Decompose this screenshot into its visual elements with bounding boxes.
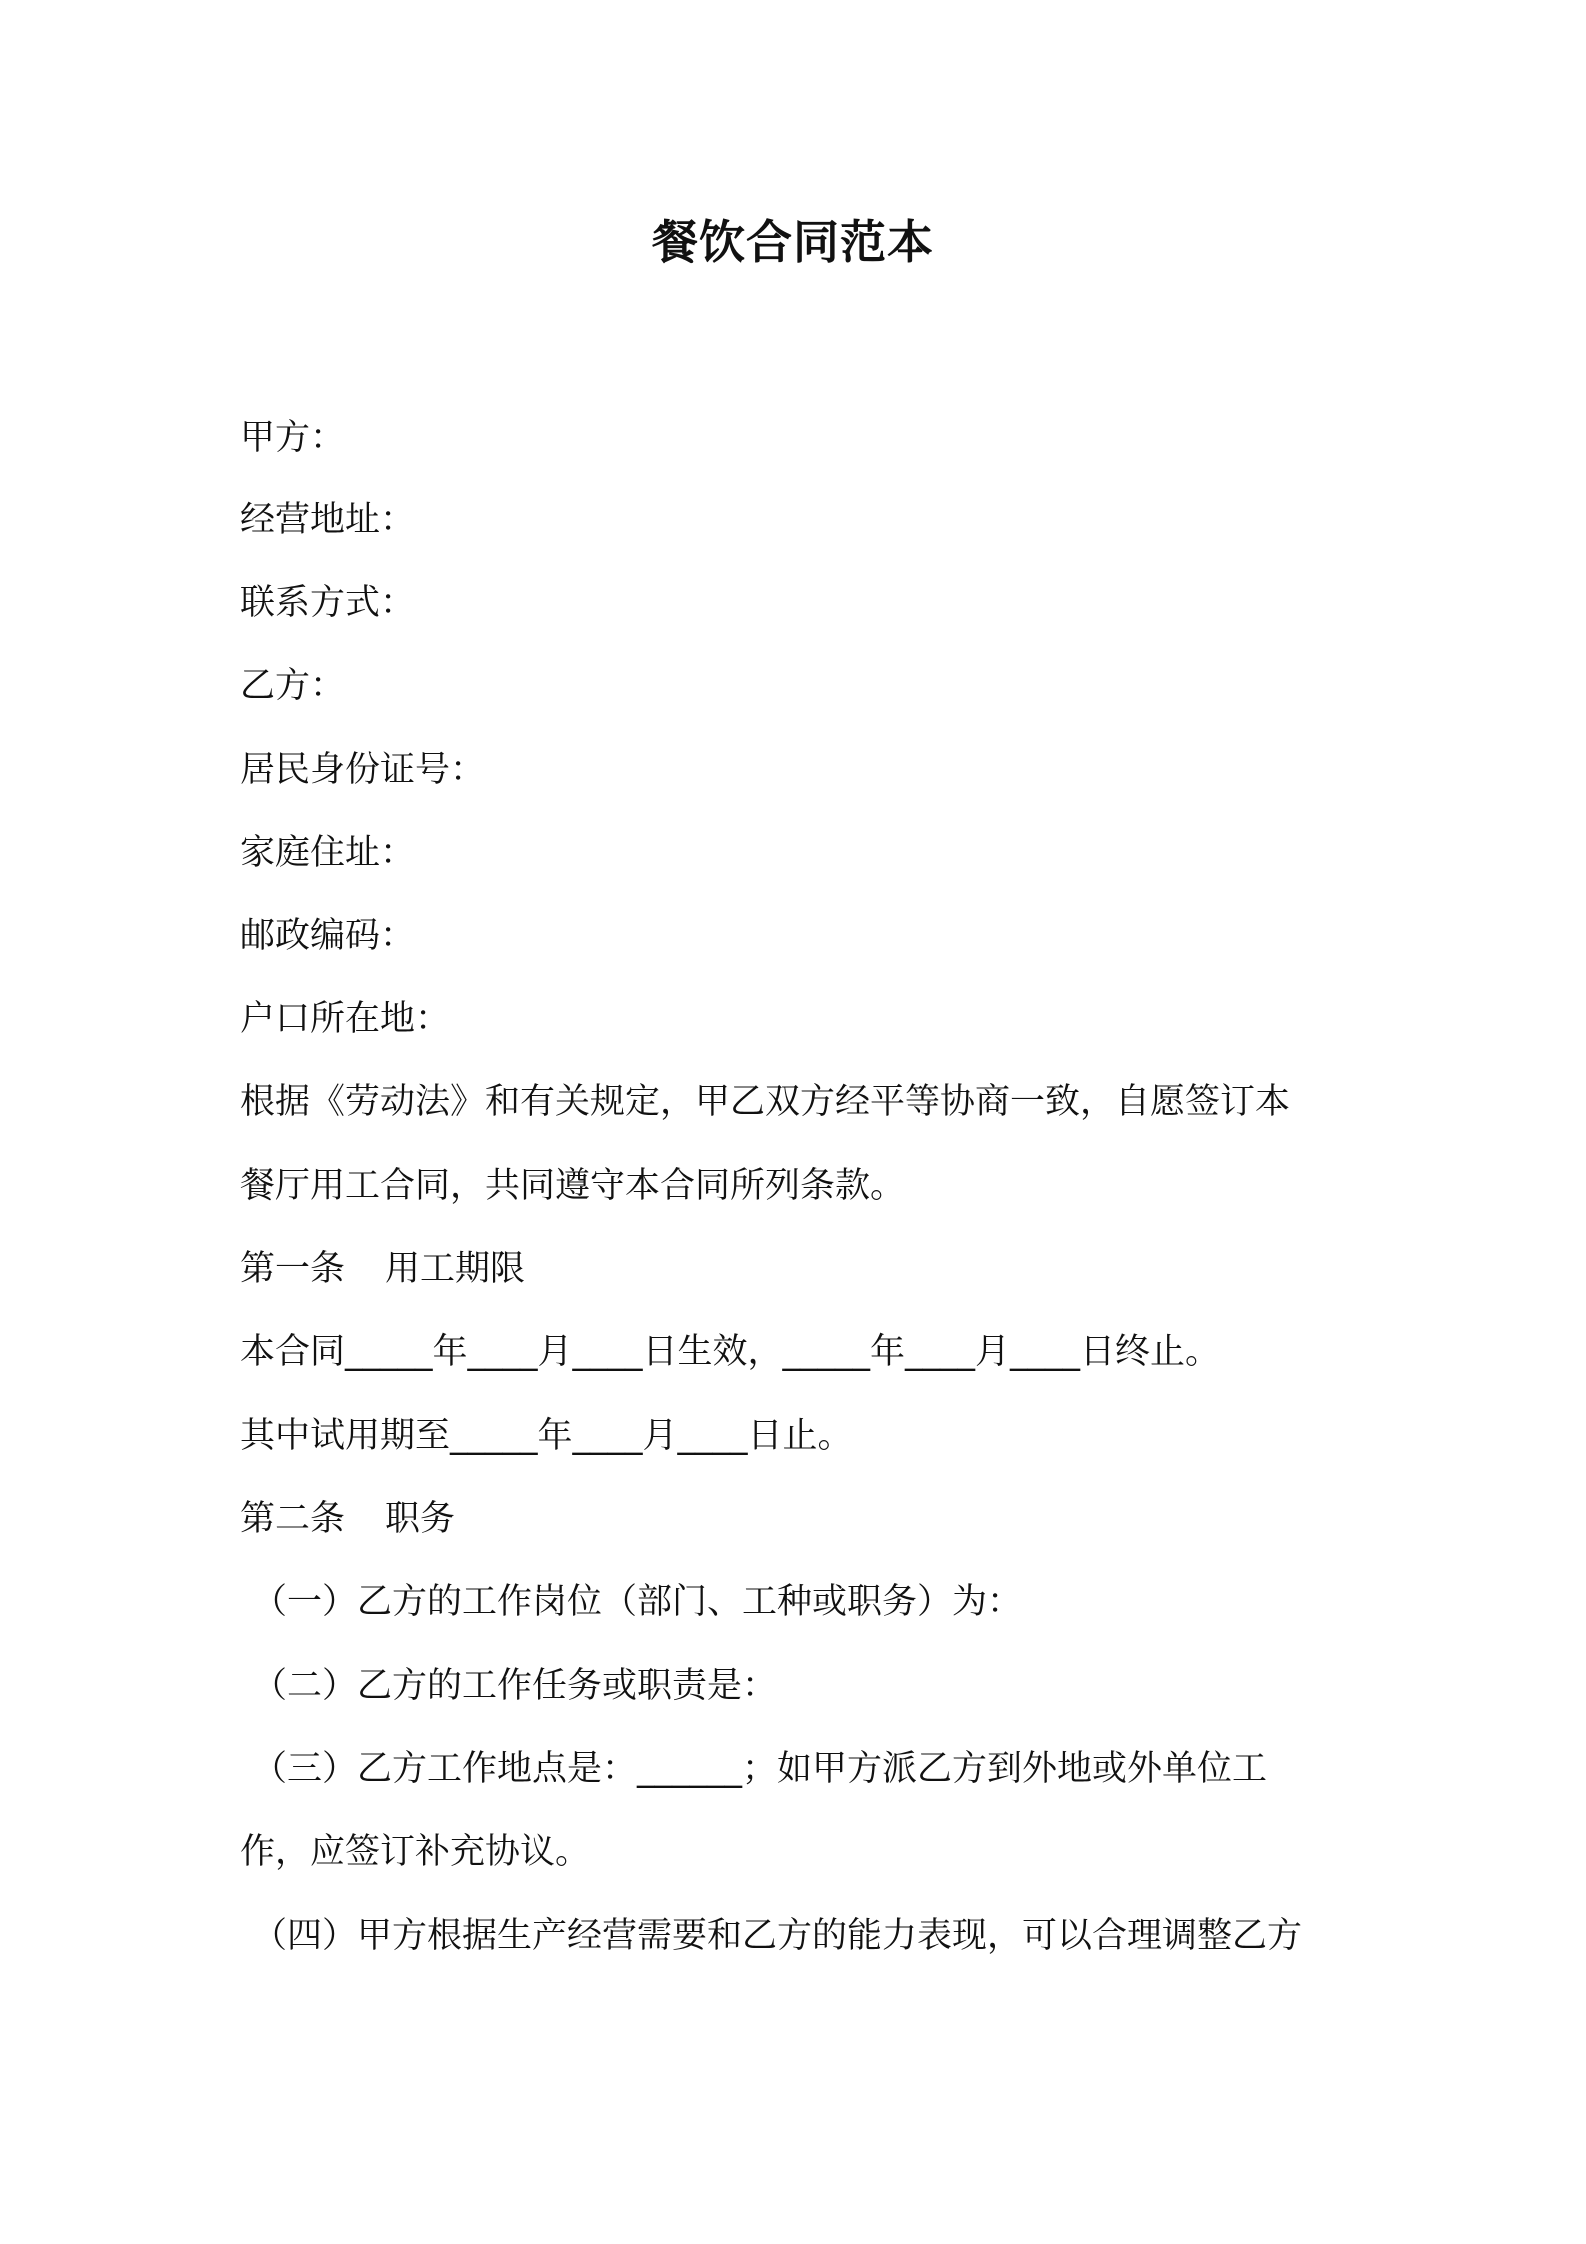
article-2-line-5: （四）甲方根据生产经营需要和乙方的能力表现，可以合理调整乙方	[252, 1916, 1303, 1956]
intro-line-2: 餐厅用工合同，共同遵守本合同所列条款。	[240, 1166, 906, 1206]
article-1-line-1: 本合同_____年____月____日生效，_____年____月____日终止。	[240, 1332, 1221, 1372]
article-1-heading	[240, 1243, 1360, 1295]
field-postal-code: 邮政编码：	[240, 916, 416, 956]
article-2-line-4: 作，应签订补充协议。	[240, 1832, 591, 1872]
article-1-line-2: 其中试用期至_____年____月____日止。	[240, 1416, 853, 1456]
field-party-b: 乙方：	[240, 666, 346, 706]
field-home-address: 家庭住址：	[240, 833, 416, 873]
article-1-number: 第一条	[240, 1249, 346, 1289]
article-2-line-2: （二）乙方的工作任务或职责是：	[252, 1666, 778, 1706]
field-household-registration: 户口所在地：	[240, 999, 451, 1039]
article-2-number: 第二条	[240, 1499, 346, 1539]
field-business-address: 经营地址：	[240, 500, 416, 540]
field-id-number: 居民身份证号：	[240, 750, 486, 790]
field-party-a: 甲方：	[240, 418, 346, 458]
article-2-heading	[240, 1493, 1360, 1545]
article-2-title: 职务	[385, 1499, 456, 1539]
document-title: 餐饮合同范本	[652, 215, 934, 269]
intro-line-1: 根据《劳动法》和有关规定，甲乙双方经平等协商一致，自愿签订本	[240, 1082, 1291, 1122]
article-2-line-3: （三）乙方工作地点是：______；如甲方派乙方到外地或外单位工	[252, 1749, 1268, 1789]
article-2-line-1: （一）乙方的工作岗位（部门、工种或职务）为：	[252, 1582, 1023, 1622]
field-contact: 联系方式：	[240, 583, 416, 623]
article-1-title: 用工期限	[385, 1249, 526, 1289]
